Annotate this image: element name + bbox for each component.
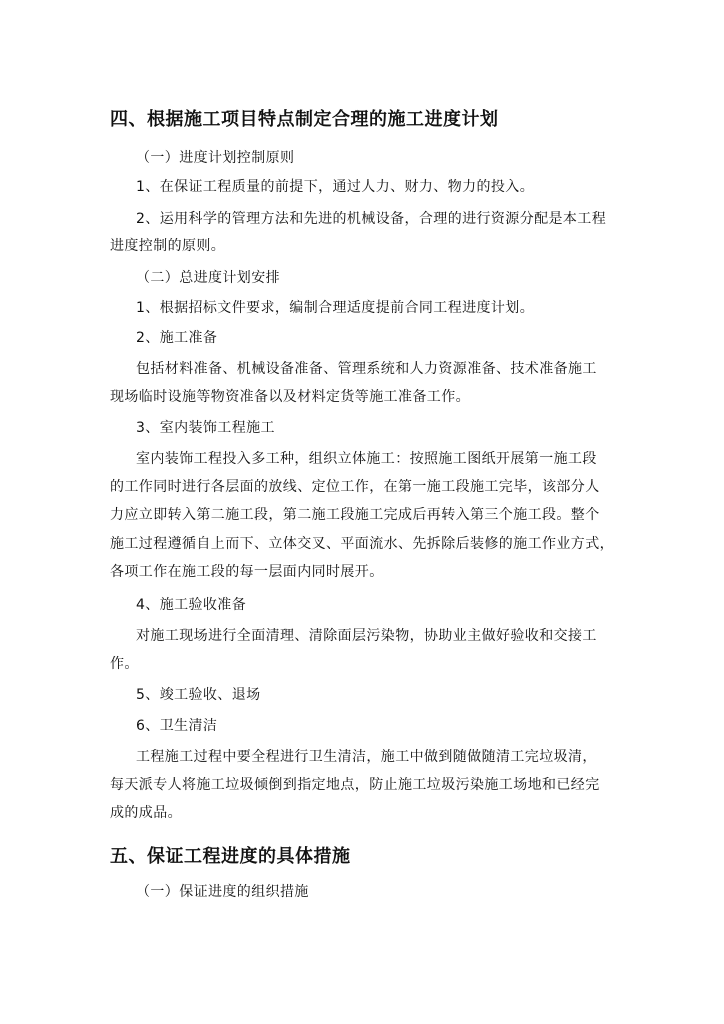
subsection-2-heading: （二）总进度计划安排 xyxy=(136,270,280,286)
paragraph-line: 进度控制的原则。 xyxy=(110,238,226,254)
paragraph-line: 现场临时设施等物资准备以及材料定货等施工准备工作。 xyxy=(110,389,470,405)
item-heading: 5、竣工验收、退场 xyxy=(136,687,261,703)
paragraph-line: 成的成品。 xyxy=(110,805,182,821)
paragraph-line: 2、运用科学的管理方法和先进的机械设备，合理的进行资源分配是本工程 xyxy=(136,211,607,227)
section-5-heading: 五、保证工程进度的具体措施 xyxy=(110,846,351,867)
item-heading: 6、卫生清洁 xyxy=(136,718,218,734)
paragraph-line: 1、根据招标文件要求，编制合理适度提前合同工程进度计划。 xyxy=(136,300,535,316)
paragraph-line: 作。 xyxy=(110,656,139,672)
paragraph-line: 每天派专人将施工垃圾倾倒到指定地点，防止施工垃圾污染施工场地和已经完 xyxy=(110,777,600,793)
paragraph-line: 各项工作在施工段的每一层面内同时展开。 xyxy=(110,564,384,580)
item-heading: 3、室内装饰工程施工 xyxy=(136,420,275,436)
section-4-heading: 四、根据施工项目特点制定合理的施工进度计划 xyxy=(110,109,499,130)
paragraph-line: 包括材料准备、机械设备准备、管理系统和人力资源准备、技术准备施工 xyxy=(136,361,597,377)
paragraph-line: 对施工现场进行全面清理、清除面层污染物，协助业主做好验收和交接工 xyxy=(136,628,597,644)
paragraph-line: 1、在保证工程质量的前提下，通过人力、财力、物力的投入。 xyxy=(136,179,535,195)
item-heading: 4、施工验收准备 xyxy=(136,597,247,613)
paragraph-line: 力应立即转入第二施工段，第二施工段施工完成后再转入第三个施工段。整个 xyxy=(110,507,600,523)
paragraph-line: 的工作同时进行各层面的放线、定位工作，在第一施工段施工完毕，该部分人 xyxy=(110,479,600,495)
paragraph-line: 室内装饰工程投入多工种，组织立体施工：按照施工图纸开展第一施工段 xyxy=(136,451,597,467)
item-heading: 2、施工准备 xyxy=(136,330,218,346)
paragraph-line: 施工过程遵循自上而下、立体交叉、平面流水、先拆除后装修的施工作业方式， xyxy=(110,536,614,552)
subsection-1-heading: （一）进度计划控制原则 xyxy=(136,150,295,166)
subsection-1-heading: （一）保证进度的组织措施 xyxy=(136,884,309,900)
paragraph-line: 工程施工过程中要全程进行卫生清洁，施工中做到随做随清工完垃圾清， xyxy=(136,749,597,765)
